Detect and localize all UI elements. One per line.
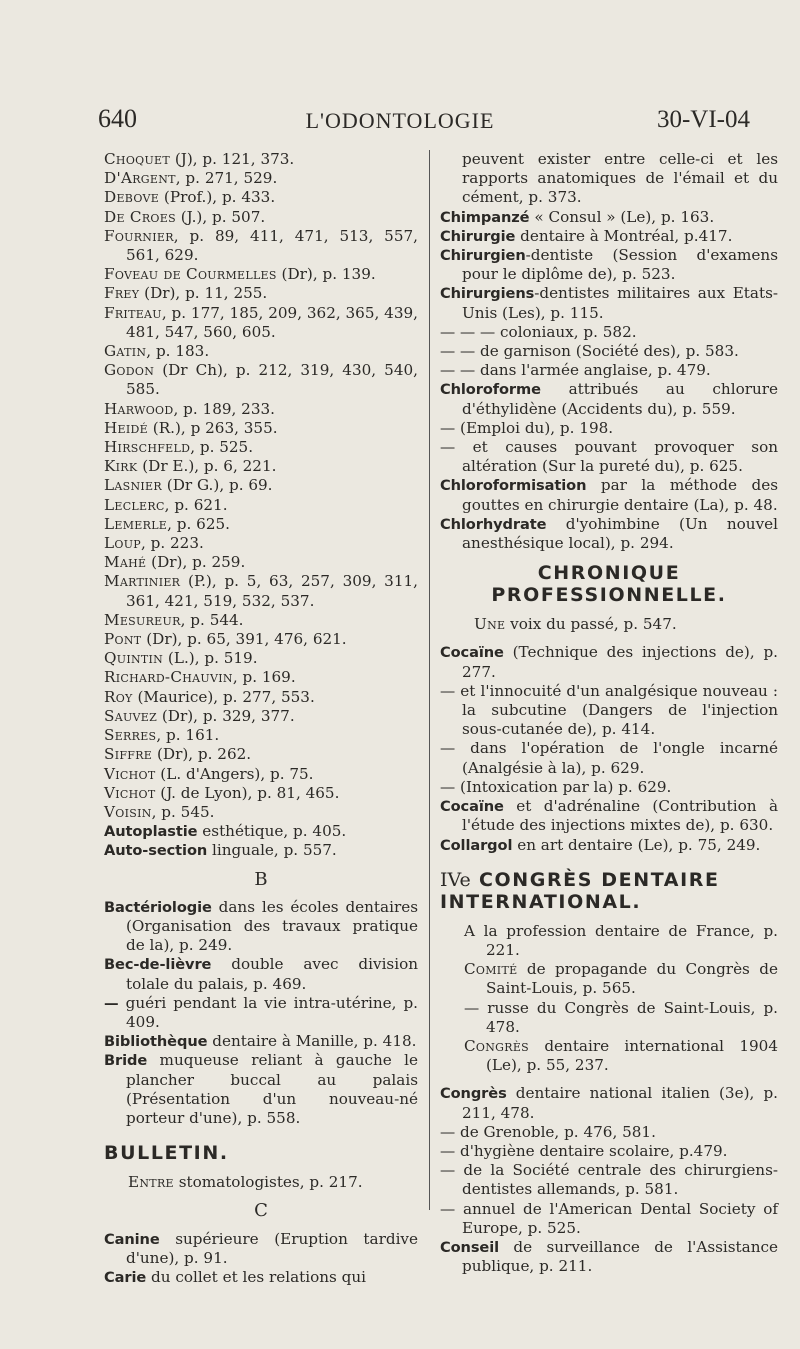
index-entry bbox=[104, 955, 418, 993]
index-entry bbox=[440, 227, 778, 246]
author-entry-text: (J. de Lyon), p. 81, 465. bbox=[155, 783, 340, 802]
author-entry-text: (R.), p 263, 355. bbox=[147, 418, 278, 437]
index-entry bbox=[440, 739, 778, 777]
index-entry-text: dentaire à Montréal, p.417. bbox=[515, 226, 733, 245]
column-divider bbox=[429, 150, 430, 1210]
spacer bbox=[104, 889, 418, 898]
author-entry bbox=[104, 630, 418, 649]
author-entry bbox=[104, 649, 418, 668]
congres-sub-entry-text: — russe du Congrès de Saint-Louis, p. 478. bbox=[464, 998, 778, 1036]
index-entry bbox=[104, 994, 418, 1032]
index-entry bbox=[440, 284, 778, 322]
author-entry-lead: Quintin bbox=[104, 649, 164, 668]
author-entry-text: (Prof.), p. 433. bbox=[159, 188, 276, 207]
index-entry-text: muqueuse reliant à gauche le plancher buccal au palais (Présentation d'un nouveau-né porteur d'une), p. 558. bbox=[126, 1051, 418, 1127]
bulletin-entry bbox=[104, 1173, 418, 1192]
author-entry-text: , p. 625. bbox=[167, 514, 230, 533]
index-entry-text: dentaire national italien (3e), p. 211, 478. bbox=[462, 1084, 778, 1122]
index-entry-lead: Chirurgiens bbox=[440, 285, 535, 303]
congres-heading-text: CONGRÈS DENTAIRE INTERNATIONAL. bbox=[440, 868, 720, 913]
index-entry-lead: Collargol bbox=[440, 836, 513, 854]
spacer bbox=[104, 1221, 418, 1230]
author-entry bbox=[104, 284, 418, 303]
author-entry bbox=[104, 611, 418, 630]
author-entry-text: (Maurice), p. 277, 553. bbox=[132, 687, 315, 706]
author-entry bbox=[104, 208, 418, 227]
index-entry bbox=[440, 1238, 778, 1276]
author-entry bbox=[104, 361, 418, 399]
congres-sub-entry bbox=[440, 1037, 778, 1075]
index-entry-text: -dentistes militaires aux Etats-Unis (Les), p. 115. bbox=[462, 284, 778, 322]
index-entry-text: -dentiste (Session d'examens pour le diplôme de), p. 523. bbox=[462, 246, 778, 284]
author-entry bbox=[104, 803, 418, 822]
spacer bbox=[440, 606, 778, 615]
author-entry-text: (Dr), p. 139. bbox=[276, 265, 376, 284]
index-entry bbox=[440, 1142, 778, 1161]
c-entries-right bbox=[440, 208, 778, 554]
author-entry-lead: Siffre bbox=[104, 745, 153, 764]
index-entry-text: — (Intoxication par la) p. 629. bbox=[440, 777, 672, 796]
index-entry-text: guéri pendant la vie intra-utérine, p. 409. bbox=[125, 993, 418, 1031]
author-entry bbox=[104, 688, 418, 707]
index-entry bbox=[104, 1268, 418, 1287]
index-entry-text: — et l'innocuité d'un analgésique nouveau : la subcutine (Dangers de l'injection sous-cutanée de), p. 414. bbox=[440, 681, 778, 739]
author-list bbox=[104, 150, 418, 822]
author-entry-lead: Martinier bbox=[104, 572, 181, 591]
a-entries bbox=[104, 822, 418, 860]
author-entry-text: , p. 271, 529. bbox=[175, 169, 278, 188]
author-entry-text: , p. 169. bbox=[232, 668, 296, 687]
author-entry-lead: Vichot bbox=[104, 764, 156, 783]
index-entry bbox=[440, 476, 778, 514]
index-entry-lead: Chirurgie bbox=[440, 227, 516, 245]
author-entry-lead: Roy bbox=[104, 687, 133, 706]
spacer bbox=[104, 1164, 418, 1173]
index-entry bbox=[440, 836, 778, 855]
congres-entries bbox=[440, 1084, 778, 1276]
index-entry-text: et d'adrénaline (Contribution à l'étude des injections mixtes de), p. 630. bbox=[462, 797, 778, 835]
author-entry bbox=[104, 438, 418, 457]
index-entry-text: esthétique, p. 405. bbox=[197, 822, 347, 841]
congres-sub-entry bbox=[440, 999, 778, 1037]
congres-sub-entry bbox=[440, 922, 778, 960]
bulletin-heading: BULLETIN. bbox=[104, 1142, 229, 1165]
index-entry-text: en art dentaire (Le), p. 75, 249. bbox=[512, 835, 761, 854]
index-entry bbox=[440, 323, 778, 342]
congres-sub-entry-lead: Comité bbox=[464, 960, 518, 979]
author-entry-text: (J.), p. 507. bbox=[175, 207, 266, 226]
index-entry bbox=[440, 419, 778, 438]
congres-sub-entry-text: dentaire international 1904 (Le), p. 55, 237. bbox=[486, 1036, 778, 1075]
index-entry bbox=[104, 898, 418, 956]
index-entry bbox=[104, 1051, 418, 1128]
author-entry-lead: Sauvez bbox=[104, 706, 158, 725]
author-entry bbox=[104, 745, 418, 764]
spacer bbox=[440, 855, 778, 869]
author-entry-lead: Foveau de Courmelles bbox=[104, 265, 277, 284]
chronique-heading: CHRONIQUE PROFESSIONNELLE. bbox=[491, 562, 727, 607]
author-entry-lead: Debove bbox=[104, 188, 160, 207]
index-entry bbox=[104, 841, 418, 860]
congres-sub-entry-text: A la profession dentaire de France, p. 221. bbox=[464, 921, 778, 959]
page-number: 640 bbox=[98, 104, 137, 133]
author-entry-lead: Harwood bbox=[104, 399, 174, 418]
index-entry-text: — de Grenoble, p. 476, 581. bbox=[440, 1122, 656, 1141]
author-entry bbox=[104, 342, 418, 361]
author-entry-text: (Dr), p. 65, 391, 476, 621. bbox=[141, 630, 347, 649]
author-entry-lead: D'Argent bbox=[104, 169, 176, 188]
author-entry-text: , p. 89, 411, 471, 513, 557, 561, 629. bbox=[126, 226, 418, 265]
bulletin-entry-text: stomatologistes, p. 217. bbox=[173, 1173, 363, 1192]
author-entry bbox=[104, 304, 418, 342]
author-entry-text: , p. 223. bbox=[140, 534, 204, 553]
author-entry-text: (P.), p. 5, 63, 257, 309, 311, 361, 421, 519, 532, 537. bbox=[126, 572, 418, 610]
spacer bbox=[440, 1075, 778, 1084]
author-entry-text: (Dr Ch), p. 212, 319, 430, 540, 585. bbox=[126, 361, 418, 399]
index-entry bbox=[440, 1123, 778, 1142]
author-entry-text: , p. 544. bbox=[180, 610, 244, 629]
index-entry-lead: Chimpanzé bbox=[440, 208, 530, 226]
index-entry-text: (Technique des injections de), p. 277. bbox=[462, 643, 778, 681]
index-entry-text: linguale, p. 557. bbox=[207, 841, 337, 860]
author-entry-text: , p. 189, 233. bbox=[173, 399, 275, 418]
index-entry bbox=[104, 822, 418, 841]
index-entry-lead: Carie bbox=[104, 1268, 147, 1286]
index-entry-text: attribués au chlorure d'éthylidène (Accidents du), p. 559. bbox=[462, 380, 778, 418]
index-entry bbox=[104, 1230, 418, 1268]
author-entry-lead: Godon bbox=[104, 361, 155, 380]
author-entry bbox=[104, 572, 418, 610]
author-entry bbox=[104, 188, 418, 207]
index-entry-text: — dans l'opération de l'ongle incarné (Analgésie à la), p. 629. bbox=[440, 739, 778, 777]
author-entry-text: , p. 177, 185, 209, 362, 365, 439, 481, 547, 560, 605. bbox=[126, 303, 418, 341]
issue-date: 30-VI-04 bbox=[656, 106, 750, 133]
index-entry-lead: — bbox=[104, 994, 126, 1012]
index-entry-lead: Bactériologie bbox=[104, 898, 212, 916]
author-entry bbox=[104, 553, 418, 572]
section-letter-b: B bbox=[254, 868, 268, 890]
author-entry-lead: De Croes bbox=[104, 207, 176, 226]
index-entry-lead: Congrès bbox=[440, 1085, 507, 1103]
continuation-text: peuvent exister entre celle-ci et les rapports anatomiques de l'émail et du cément, p. 373. bbox=[462, 150, 778, 207]
author-entry bbox=[104, 707, 418, 726]
author-entry bbox=[104, 400, 418, 419]
index-entry bbox=[440, 246, 778, 284]
author-entry-text: (L. d'Angers), p. 75. bbox=[155, 764, 314, 783]
author-entry bbox=[104, 227, 418, 265]
author-entry-lead: Serres bbox=[104, 726, 157, 745]
author-entry-lead: Pont bbox=[104, 630, 142, 649]
spacer bbox=[440, 553, 778, 562]
author-entry-text: (Dr), p. 329, 377. bbox=[157, 706, 295, 725]
index-entry-text: — d'hygiène dentaire scolaire, p.479. bbox=[440, 1141, 728, 1160]
index-entry-text: — annuel de l'American Dental Society of Europe, p. 525. bbox=[440, 1199, 778, 1237]
congres-sub-entry-lead: Congrès bbox=[464, 1036, 529, 1055]
author-entry bbox=[104, 726, 418, 745]
index-entry-text: dans les écoles dentaires (Organisation des travaux pratique de la), p. 249. bbox=[126, 897, 418, 955]
author-entry-lead: Richard-Chauvin bbox=[104, 668, 233, 687]
index-entry bbox=[440, 797, 778, 835]
index-entry bbox=[440, 380, 778, 418]
index-entry-text: dentaire à Manille, p. 418. bbox=[207, 1032, 417, 1051]
index-entry-text: — — de garnison (Société des), p. 583. bbox=[440, 342, 739, 361]
author-entry-text: (Dr E.), p. 6, 221. bbox=[137, 457, 277, 476]
author-entry-lead: Leclerc bbox=[104, 495, 165, 514]
right-column bbox=[440, 150, 778, 1276]
author-entry bbox=[104, 150, 418, 169]
author-entry-text: (Dr G.), p. 69. bbox=[161, 476, 273, 495]
bulletin-entry-lead: Entre bbox=[128, 1173, 174, 1192]
index-entry-text: — et causes pouvant provoquer son altération (Sur la pureté du), p. 625. bbox=[440, 438, 778, 476]
index-entry-text: — de la Société centrale des chirurgiens-dentistes allemands, p. 581. bbox=[440, 1161, 778, 1199]
index-entry bbox=[104, 1032, 418, 1051]
index-entry-lead: Bec-de-lièvre bbox=[104, 956, 212, 974]
author-entry-lead: Kirk bbox=[104, 457, 138, 476]
index-entry-text: — (Emploi du), p. 198. bbox=[440, 418, 614, 437]
index-entry-lead: Chloroforme bbox=[440, 381, 541, 399]
index-entry-lead: Chlorhydrate bbox=[440, 515, 547, 533]
author-entry-lead: Lasnier bbox=[104, 476, 162, 495]
author-entry-text: , p. 161. bbox=[156, 726, 220, 745]
index-entry bbox=[440, 1161, 778, 1199]
author-entry-lead: Heidé bbox=[104, 418, 148, 437]
b-entries bbox=[104, 898, 418, 1128]
spacer bbox=[440, 913, 778, 922]
author-entry bbox=[104, 765, 418, 784]
index-entry-lead: Autoplastie bbox=[104, 823, 198, 841]
index-entry-text: supérieure (Eruption tardive d'une), p. 91. bbox=[126, 1229, 418, 1267]
index-entry-text: de surveillance de l'Assistance publique, p. 211. bbox=[462, 1237, 778, 1276]
index-entry-text: — — dans l'armée anglaise, p. 479. bbox=[440, 361, 711, 380]
index-entry-text: par la méthode des gouttes en chirurgie dentaire (La), p. 48. bbox=[462, 476, 778, 514]
author-entry bbox=[104, 457, 418, 476]
chronique-entry bbox=[440, 615, 778, 634]
congres-heading-prefix: IVe bbox=[440, 868, 471, 891]
index-entry-text: d'yohimbine (Un nouvel anesthésique local), p. 294. bbox=[462, 514, 778, 553]
author-entry-text: (Dr), p. 259. bbox=[146, 553, 246, 572]
index-entry-lead: Conseil bbox=[440, 1238, 500, 1256]
author-entry bbox=[104, 515, 418, 534]
journal-title: L'ODONTOLOGIE bbox=[305, 108, 495, 133]
author-entry-text: (Dr), p. 262. bbox=[152, 745, 252, 764]
author-entry-text: , p. 621. bbox=[164, 495, 228, 514]
author-entry bbox=[104, 784, 418, 803]
left-column bbox=[104, 150, 418, 1287]
index-entry bbox=[440, 515, 778, 553]
index-entry bbox=[440, 643, 778, 681]
index-entry bbox=[440, 1200, 778, 1238]
cocaine-entries bbox=[440, 643, 778, 854]
index-entry bbox=[440, 682, 778, 740]
index-entry bbox=[440, 342, 778, 361]
author-entry bbox=[104, 668, 418, 687]
index-entry-lead: Chirurgien bbox=[440, 247, 526, 265]
author-entry-lead: Friteau bbox=[104, 303, 162, 322]
index-entry bbox=[440, 361, 778, 380]
author-entry-text: (L.), p. 519. bbox=[163, 649, 258, 668]
index-entry-lead: Cocaïne bbox=[440, 798, 504, 816]
author-entry bbox=[104, 476, 418, 495]
chronique-entry-lead: Une bbox=[474, 615, 506, 634]
index-entry-text: du collet et les relations qui bbox=[146, 1267, 367, 1286]
index-entry bbox=[440, 438, 778, 476]
author-entry-lead: Voisin bbox=[104, 802, 152, 821]
author-entry-lead: Mesureur bbox=[104, 610, 181, 629]
author-entry-text: , p. 183. bbox=[146, 342, 210, 361]
index-entry-text: double avec division tolale du palais, p. 469. bbox=[126, 955, 418, 993]
spacer bbox=[104, 1128, 418, 1142]
congres-sub-entry bbox=[440, 960, 778, 998]
congres-sub-entries bbox=[440, 922, 778, 1076]
author-entry-lead: Loup bbox=[104, 534, 141, 553]
author-entry-lead: Lemerle bbox=[104, 514, 168, 533]
chronique-entry-text: voix du passé, p. 547. bbox=[505, 615, 677, 634]
author-entry-text: , p. 545. bbox=[151, 802, 215, 821]
index-entry-lead: Bride bbox=[104, 1052, 148, 1070]
index-entry-lead: Chloroformisation bbox=[440, 477, 587, 495]
author-entry-lead: Vichot bbox=[104, 783, 156, 802]
c-entries-left bbox=[104, 1230, 418, 1288]
author-entry bbox=[104, 169, 418, 188]
author-entry-lead: Gatin bbox=[104, 342, 147, 361]
congres-heading bbox=[440, 869, 778, 913]
author-entry-lead: Frey bbox=[104, 284, 140, 303]
author-entry bbox=[104, 534, 418, 553]
author-entry bbox=[104, 496, 418, 515]
author-entry-lead: Hirschfeld bbox=[104, 438, 191, 457]
index-entry-lead: Bibliothèque bbox=[104, 1033, 208, 1051]
index-entry-lead: Cocaïne bbox=[440, 644, 504, 662]
index-entry bbox=[440, 778, 778, 797]
author-entry-lead: Fournier bbox=[104, 226, 174, 245]
page-header bbox=[0, 104, 800, 144]
index-entry-lead: Canine bbox=[104, 1230, 160, 1248]
author-entry-lead: Mahé bbox=[104, 553, 147, 572]
index-entry-text: « Consul » (Le), p. 163. bbox=[529, 207, 715, 226]
congres-sub-entry-text: de propagande du Congrès de Saint-Louis, p. 565. bbox=[486, 960, 778, 998]
author-entry-text: , p. 525. bbox=[190, 438, 254, 457]
section-letter-c: C bbox=[254, 1200, 268, 1222]
index-entry bbox=[440, 208, 778, 227]
index-entry-lead: Auto-section bbox=[104, 842, 208, 860]
spacer bbox=[440, 634, 778, 643]
author-entry-lead: Choquet bbox=[104, 150, 170, 168]
index-entry bbox=[440, 1084, 778, 1122]
author-entry-text: (J), p. 121, 373. bbox=[170, 150, 295, 168]
index-entry-text: — — — coloniaux, p. 582. bbox=[440, 322, 637, 341]
author-entry bbox=[104, 419, 418, 438]
author-entry-text: (Dr), p. 11, 255. bbox=[139, 284, 268, 303]
author-entry bbox=[104, 265, 418, 284]
